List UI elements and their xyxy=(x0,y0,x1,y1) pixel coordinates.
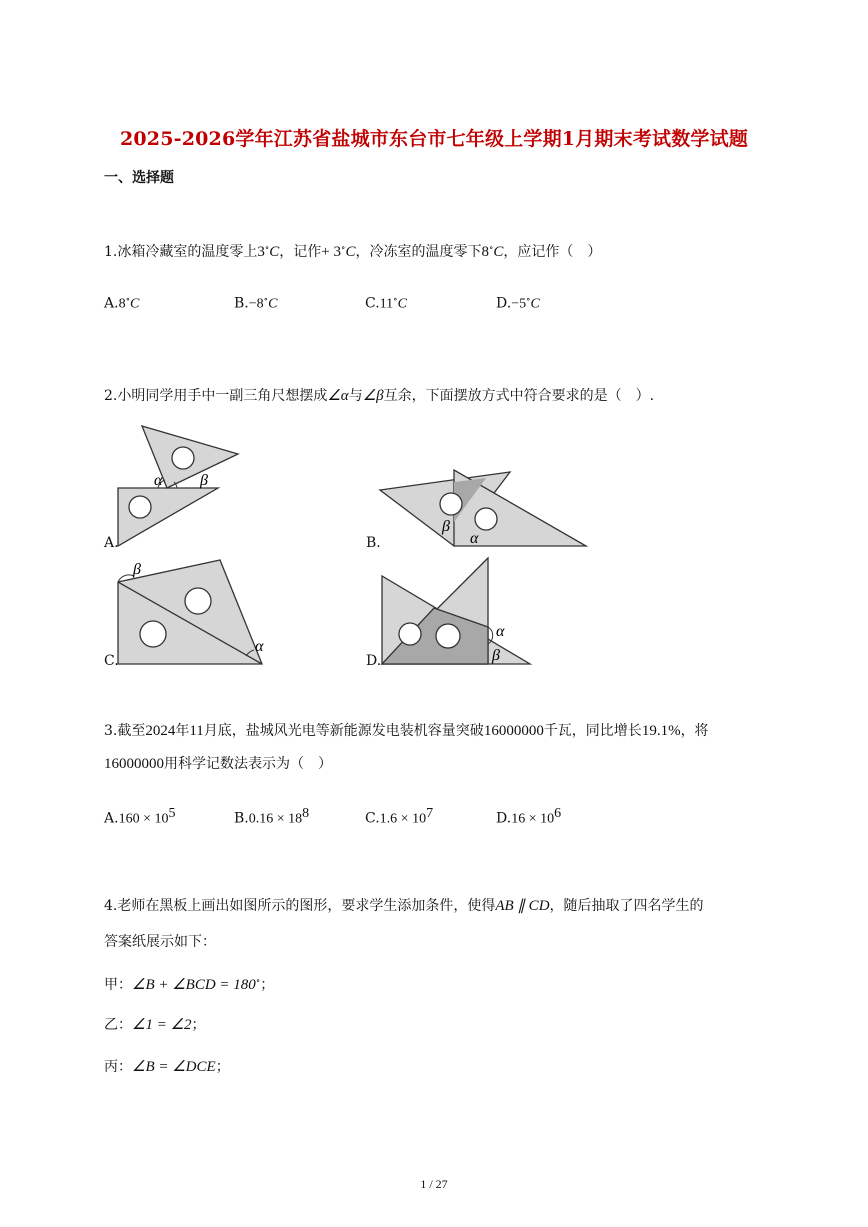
q2-text: 互余，下面摆放方式中符合要求的是（ ）. xyxy=(383,388,655,404)
page-title: 2025-2026学年江苏省盐城市东台市七年级上学期1月期末考试数学试题 xyxy=(119,128,749,150)
q1-text: ，记作 xyxy=(279,244,322,260)
figure-d xyxy=(378,556,534,668)
q1-text: ，应记作（ ） xyxy=(503,244,602,260)
option-exponent: 5 xyxy=(168,806,176,821)
q3-option-c xyxy=(365,806,433,828)
option-label: D. xyxy=(496,810,512,827)
option-unit: C xyxy=(397,296,407,312)
alpha-label: α xyxy=(255,638,264,655)
answer-label: 甲： xyxy=(104,977,132,993)
option-label: A. xyxy=(104,295,119,312)
option-label: B. xyxy=(234,295,249,312)
q1-option-c: C.11∘C xyxy=(365,295,407,312)
question-2 xyxy=(104,385,654,405)
option-label: B. xyxy=(234,810,249,827)
q1-option-b: B.−8∘C xyxy=(234,295,278,312)
q3-option-a xyxy=(104,806,175,828)
option-label: C. xyxy=(365,295,380,312)
q1-option-d: D.−5∘C xyxy=(496,295,540,312)
figure-c xyxy=(112,556,272,668)
answer-jia: 甲：∠B + ∠BCD = 180∘； xyxy=(104,976,275,993)
q4-text: 4.老师在黑板上画出如图所示的图形，要求学生添加条件，使得 xyxy=(104,898,496,914)
answer-label: 丙： xyxy=(104,1059,132,1075)
q3-text: ，将 xyxy=(680,723,709,739)
option-exponent: 6 xyxy=(554,806,562,821)
alpha-label: α xyxy=(496,623,505,640)
q3-math: 11 xyxy=(189,723,204,739)
q1-text: ，冷冻室的温度零下 xyxy=(355,244,482,260)
q2-text: 与 xyxy=(348,388,363,404)
q3-math: 19.1% xyxy=(641,723,681,739)
q1-unit: C xyxy=(345,244,356,260)
question-4 xyxy=(104,895,704,915)
q1-text: 1.冰箱冷藏室的温度零上 xyxy=(104,244,258,260)
figure-a xyxy=(110,420,250,552)
q1-math: + 3 xyxy=(321,244,342,260)
q3-option-d xyxy=(496,806,561,828)
option-value: 0.16 × 18 xyxy=(248,811,303,827)
page-number: 1 / 27 xyxy=(420,1177,448,1191)
answer-math: ∠B + ∠BCD = 180 xyxy=(132,977,256,993)
q3-text: 千瓦，同比增长 xyxy=(543,723,642,739)
q3-text: 3.截至 xyxy=(104,723,146,739)
option-unit: C xyxy=(530,296,540,312)
option-value: 8 xyxy=(118,296,126,312)
option-value: 16 × 10 xyxy=(511,811,555,827)
question-3 xyxy=(104,720,709,740)
q2-text: 2.小明同学用手中一副三角尺想摆成 xyxy=(104,388,328,404)
option-value: 1.6 × 10 xyxy=(379,811,427,827)
answer-yi xyxy=(104,1014,206,1034)
option-exponent: 8 xyxy=(302,806,310,821)
option-label: A. xyxy=(104,810,119,827)
q1-unit: C xyxy=(493,244,504,260)
figure-d-label: D. xyxy=(366,653,382,669)
figure-a-label: A. xyxy=(104,535,119,551)
answer-bing xyxy=(104,1056,230,1076)
section-heading: 一、选择题 xyxy=(104,170,174,186)
answer-math: ∠1 = ∠2 xyxy=(132,1017,192,1033)
q3-text: 用科学记数法表示为（ ） xyxy=(164,756,332,772)
q1-math: 8 xyxy=(481,244,489,260)
angle-beta: ∠β xyxy=(362,388,384,404)
figure-b-label: B. xyxy=(366,535,381,551)
option-value: 11 xyxy=(379,296,394,312)
q3-math: 2024 xyxy=(145,723,176,739)
beta-label: β xyxy=(133,561,141,578)
question-1: 1.冰箱冷藏室的温度零上3∘C，记作+ 3∘C，冷冻室的温度零下8∘C，应记作（ ） xyxy=(104,243,602,260)
q1-math: 3 xyxy=(257,244,265,260)
beta-label: β xyxy=(200,472,208,489)
option-label: D. xyxy=(496,295,512,312)
separator: ； xyxy=(260,977,275,993)
q4-math: AB ∥ CD xyxy=(495,898,550,914)
q3-option-b xyxy=(234,806,309,828)
option-value: −8 xyxy=(248,296,264,312)
beta-label: β xyxy=(492,647,500,664)
option-value: −5 xyxy=(511,296,527,312)
q3-text: 年 xyxy=(175,723,190,739)
option-unit: C xyxy=(268,296,278,312)
option-unit: C xyxy=(129,296,140,312)
q3-text: 月底，盐城风光电等新能源发电装机容量突破 xyxy=(203,723,484,739)
q1-option-a: A.8∘C xyxy=(104,295,140,312)
alpha-label: α xyxy=(470,530,479,547)
answer-math: ∠B = ∠DCE xyxy=(132,1059,216,1075)
beta-label: β xyxy=(442,518,450,535)
figure-c-label: C. xyxy=(104,653,119,669)
angle-alpha: ∠α xyxy=(327,388,349,404)
alpha-label: α xyxy=(154,472,163,489)
separator: ； xyxy=(215,1059,230,1075)
question-4-line-2: 答案纸展示如下： xyxy=(104,934,216,950)
q4-text: ，随后抽取了四名学生的 xyxy=(549,898,704,914)
option-value: 160 × 10 xyxy=(118,811,169,827)
figure-b xyxy=(378,466,588,550)
separator: ； xyxy=(191,1017,206,1033)
option-label: C. xyxy=(365,810,380,827)
q1-unit: C xyxy=(269,244,280,260)
option-exponent: 7 xyxy=(426,806,434,821)
q3-math: 16000000 xyxy=(104,756,164,772)
answer-label: 乙： xyxy=(104,1017,132,1033)
q3-math: 16000000 xyxy=(483,723,544,739)
question-3-line-2 xyxy=(104,753,332,773)
